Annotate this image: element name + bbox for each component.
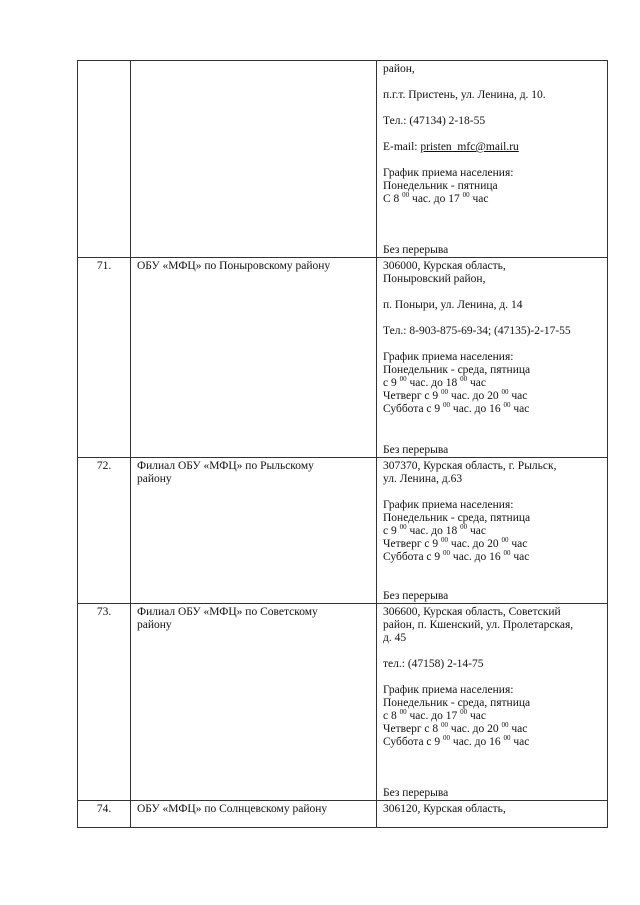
phone-line: Тел.: (47134) 2-18-55 bbox=[383, 115, 486, 127]
schedule-title: График приема населения: bbox=[383, 351, 514, 363]
row-number: 72. bbox=[78, 458, 131, 604]
phone-line: тел.: (47158) 2-14-75 bbox=[383, 658, 484, 670]
schedule-days: Понедельник - пятница bbox=[383, 180, 498, 192]
office-name bbox=[131, 61, 377, 258]
email-line bbox=[383, 141, 601, 154]
schedule-hours: с 9 $^{00}$ час. до 18 $^{00}$ час bbox=[383, 375, 486, 389]
office-info bbox=[377, 61, 608, 258]
no-break-note: Без перерыва bbox=[383, 787, 449, 799]
email-prefix: E-mail: bbox=[383, 141, 421, 153]
address-line: п. Поныри, ул. Ленина, д. 14 bbox=[383, 299, 523, 311]
office-name: ОБУ «МФЦ» по Поныровскому району bbox=[131, 258, 377, 458]
table-row bbox=[78, 604, 608, 801]
schedule-saturday: Суббота с 9 $^{00}$ час. до 16 $^{00}$ час bbox=[383, 549, 530, 563]
office-name-line: району bbox=[137, 619, 172, 631]
schedule-thursday: Четверг с 9 $^{00}$ час. до 20 $^{00}$ час bbox=[383, 536, 528, 550]
row-number: 73. bbox=[78, 604, 131, 801]
schedule-title: График приема населения: bbox=[383, 684, 514, 696]
mfc-offices-table bbox=[77, 60, 608, 828]
info-line: 307370, Курская область, г. Рыльск, bbox=[383, 460, 557, 472]
table-row bbox=[78, 458, 608, 604]
schedule-days: Понедельник - среда, пятница bbox=[383, 697, 531, 709]
schedule-thursday: Четверг с 8 $^{00}$ час. до 20 $^{00}$ час bbox=[383, 721, 528, 735]
phone-line: Тел.: 8-903-875-69-34; (47135)-2-17-55 bbox=[383, 325, 571, 337]
schedule-thursday: Четверг с 9 $^{00}$ час. до 20 $^{00}$ час bbox=[383, 388, 528, 402]
info-line: район, п. Кшенский, ул. Пролетарская, bbox=[383, 619, 574, 631]
no-break-note: Без перерыва bbox=[383, 590, 449, 602]
schedule-hours: с 9 $^{00}$ час. до 18 $^{00}$ час bbox=[383, 523, 486, 537]
info-line: д. 45 bbox=[383, 632, 407, 644]
no-break-note: Без перерыва bbox=[383, 444, 449, 456]
info-line: 306600, Курская область, Советский bbox=[383, 606, 561, 618]
schedule-hours: С 8 $^{00}$ час. до 17 $^{00}$ час bbox=[383, 191, 489, 205]
office-info bbox=[377, 258, 608, 458]
info-line: 306120, Курская область, bbox=[383, 803, 506, 815]
office-info bbox=[377, 604, 608, 801]
office-name bbox=[131, 458, 377, 604]
schedule-saturday: Суббота с 9 $^{00}$ час. до 16 $^{00}$ час bbox=[383, 401, 530, 415]
schedule-saturday: Суббота с 9 $^{00}$ час. до 16 $^{00}$ час bbox=[383, 734, 530, 748]
table-row bbox=[78, 61, 608, 258]
schedule-days: Понедельник - среда, пятница bbox=[383, 512, 531, 524]
schedule-days: Понедельник - среда, пятница bbox=[383, 364, 531, 376]
office-name-line: Филиал ОБУ «МФЦ» по Советскому bbox=[137, 606, 318, 618]
email-link[interactable]: pristen_mfc@mail.ru bbox=[420, 141, 519, 153]
office-info bbox=[377, 801, 608, 828]
row-number: 71. bbox=[78, 258, 131, 458]
schedule-title: График приема населения: bbox=[383, 167, 514, 179]
office-name: ОБУ «МФЦ» по Солнцевскому району bbox=[131, 801, 377, 828]
row-number bbox=[78, 61, 131, 258]
address-line: п.г.т. Пристень, ул. Ленина, д. 10. bbox=[383, 89, 546, 101]
row-number: 74. bbox=[78, 801, 131, 828]
office-name-line: Филиал ОБУ «МФЦ» по Рыльскому bbox=[137, 460, 314, 472]
office-info bbox=[377, 458, 608, 604]
office-name bbox=[131, 604, 377, 801]
office-name-line: району bbox=[137, 473, 172, 485]
schedule-title: График приема населения: bbox=[383, 499, 514, 511]
info-line: район, bbox=[383, 63, 415, 75]
table-row bbox=[78, 258, 608, 458]
no-break-note: Без перерыва bbox=[383, 244, 449, 256]
info-line: 306000, Курская область, bbox=[383, 260, 506, 272]
info-line: Поныровский район, bbox=[383, 273, 486, 285]
table-row bbox=[78, 801, 608, 828]
info-line: ул. Ленина, д.63 bbox=[383, 473, 463, 485]
schedule-hours: с 8 $^{00}$ час. до 17 $^{00}$ час bbox=[383, 708, 486, 722]
